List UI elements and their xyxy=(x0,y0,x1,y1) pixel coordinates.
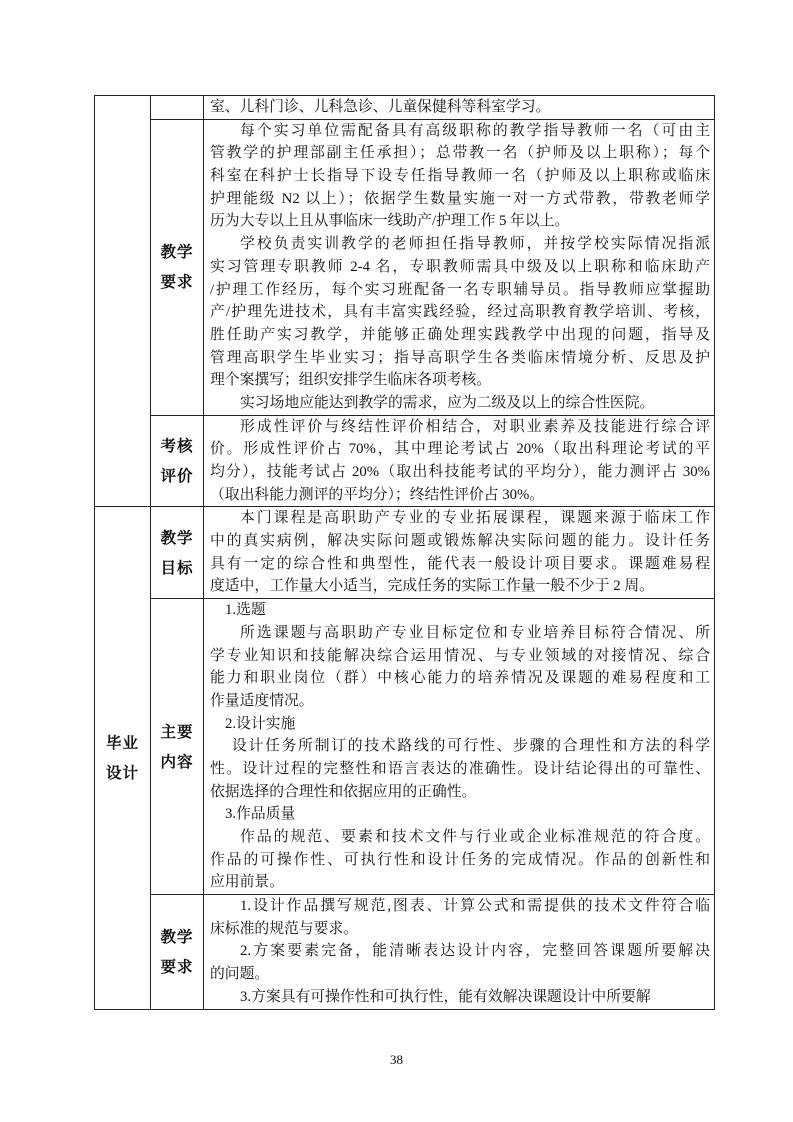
text-line: 理个案撰写；组织安排学生临床各项考核。 xyxy=(210,372,492,389)
text-line: 产/护理先进技术，具有丰富实践经验，经过高职教育教学培训、考核， xyxy=(210,304,710,321)
table-row xyxy=(95,507,715,599)
text-line: 实习管理专职教师 2-4 名，专职教师需具中级及以上职称和临床助产 xyxy=(210,258,710,275)
row-label-cell xyxy=(151,895,204,1009)
text-line: 科室在科护士长指导下设专任指导教师一名（护师及以上职称或临床 xyxy=(210,168,710,185)
text-line: 室、儿科门诊、儿科急诊、儿童保健科等科室学习。 xyxy=(210,99,551,115)
text-line: 具有一定的综合性和典型性，能代表一般设计项目要求。课题难易程 xyxy=(210,555,710,572)
text-line: 形成性评价与终结性评价相结合，对职业素养及技能进行综合评 xyxy=(240,418,710,435)
section-label: 毕业 设计 xyxy=(105,733,139,782)
text-line: 性。设计过程的完整性和语言表达的准确性。设计结论得出的可靠性、 xyxy=(210,760,710,777)
row-label: 教学 要求 xyxy=(160,927,194,976)
text-line: 均分），技能考试占 20%（取出科技能考试的平均分），能力测评占 30% xyxy=(210,464,710,480)
row-label-cell xyxy=(151,599,204,895)
text-line: 3.作品质量 xyxy=(225,806,296,823)
text-line: （取出科能力测评的平均分）；终结性评价占 30%。 xyxy=(210,486,545,503)
section-cell-empty xyxy=(95,96,151,507)
row-content xyxy=(204,119,715,415)
text-line: 作量适度情况。 xyxy=(210,692,314,709)
text-line: 价。形成性评价占 70%，其中理论考试占 20%（取出科理论考试的平 xyxy=(210,441,710,458)
text-line: 度适中，工作量大小适当，完成任务的实际工作量一般不少于 2 周。 xyxy=(210,578,654,595)
text-line: 能力和职业岗位（群）中核心能力的培养情况及课题的难易程度和工 xyxy=(210,670,710,687)
row-label-cell xyxy=(151,415,204,507)
text-line: 所选课题与高职助产专业目标定位和专业培养目标符合情况、所 xyxy=(240,624,710,641)
text-line: 管理高职学生毕业实习；指导高职学生各类临床情境分析、反思及护 xyxy=(210,349,710,366)
text-line: 依据选择的合理性和依据应用的正确性。 xyxy=(210,783,477,800)
text-line: 设计任务所制订的技术路线的可行性、步骤的合理性和方法的科学 xyxy=(232,738,710,755)
row-label: 主要 内容 xyxy=(160,722,194,771)
text-line: 本门课程是高职助产专业的专业拓展课程，课题来源于临床工作 xyxy=(240,510,710,527)
table-row xyxy=(95,895,715,1009)
row-content xyxy=(204,415,715,507)
table-row xyxy=(95,599,715,895)
text-line: 护理能级 N2 以上）；依据学生数量实施一对一方式带教，带教老师学 xyxy=(210,190,710,207)
row-content xyxy=(204,895,715,1009)
text-line: 应用前景。 xyxy=(210,874,284,891)
table-row xyxy=(95,119,715,415)
table-row xyxy=(95,96,715,120)
text-line: 2.设计实施 xyxy=(225,715,296,732)
curriculum-table xyxy=(94,95,715,1010)
row-content xyxy=(204,507,715,599)
page-number: 38 xyxy=(390,1052,403,1067)
row-label: 考核 评价 xyxy=(160,437,194,485)
text-line: /护理工作经历，每个实习班配备一名专职辅导员。指导教师应掌握助 xyxy=(210,281,710,298)
section-cell xyxy=(95,507,151,1009)
text-line: 2.方案要素完备，能清晰表达设计内容，完整回答课题所要解决 xyxy=(240,943,710,960)
text-line: 作品的规范、要素和技术文件与行业或企业标准规范的符合度。 xyxy=(240,829,710,845)
text-line: 学专业知识和技能解决综合运用情况、与专业领域的对接情况、综合 xyxy=(210,647,710,664)
text-line: 床标准的规范与要求。 xyxy=(210,920,358,937)
row-label: 教学 要求 xyxy=(160,243,194,292)
text-line: 中的真实病例，解决实际问题或锻炼解决实际问题的能力。设计任务 xyxy=(210,533,710,550)
text-line: 历为大专以上且从事临床一线助产/护理工作 5 年以上。 xyxy=(210,213,570,230)
row-content xyxy=(204,96,715,120)
text-line: 实习场地应能达到教学的需求，应为二级及以上的综合性医院。 xyxy=(240,394,655,411)
text-line: 作品的可操作性、可执行性和设计任务的完成情况。作品的创新性和 xyxy=(210,851,710,868)
row-label-cell xyxy=(151,96,204,120)
text-line: 每个实习单位需配备具有高级职称的教学指导教师一名（可由主 xyxy=(240,122,710,139)
row-label-cell xyxy=(151,507,204,599)
table-row xyxy=(95,415,715,507)
row-label-cell xyxy=(151,119,204,415)
text-line: 的问题。 xyxy=(210,966,270,983)
text-line: 1.选题 xyxy=(225,602,266,619)
row-content xyxy=(204,599,715,895)
text-line: 管教学的护理部副主任承担）；总带教一名（护师及以上职称）；每个 xyxy=(210,145,710,162)
text-line: 1.设计作品撰写规范,图表、计算公式和需提供的技术文件符合临 xyxy=(240,898,710,915)
text-line: 胜任助产实习教学，并能够正确处理实践教学中出现的问题，指导及 xyxy=(210,326,710,343)
text-line: 3.方案具有可操作性和可执行性，能有效解决课题设计中所要解 xyxy=(240,988,651,1005)
row-label: 教学 目标 xyxy=(160,528,194,577)
text-line: 学校负责实训教学的老师担任指导教师，并按学校实际情况指派 xyxy=(240,236,710,253)
